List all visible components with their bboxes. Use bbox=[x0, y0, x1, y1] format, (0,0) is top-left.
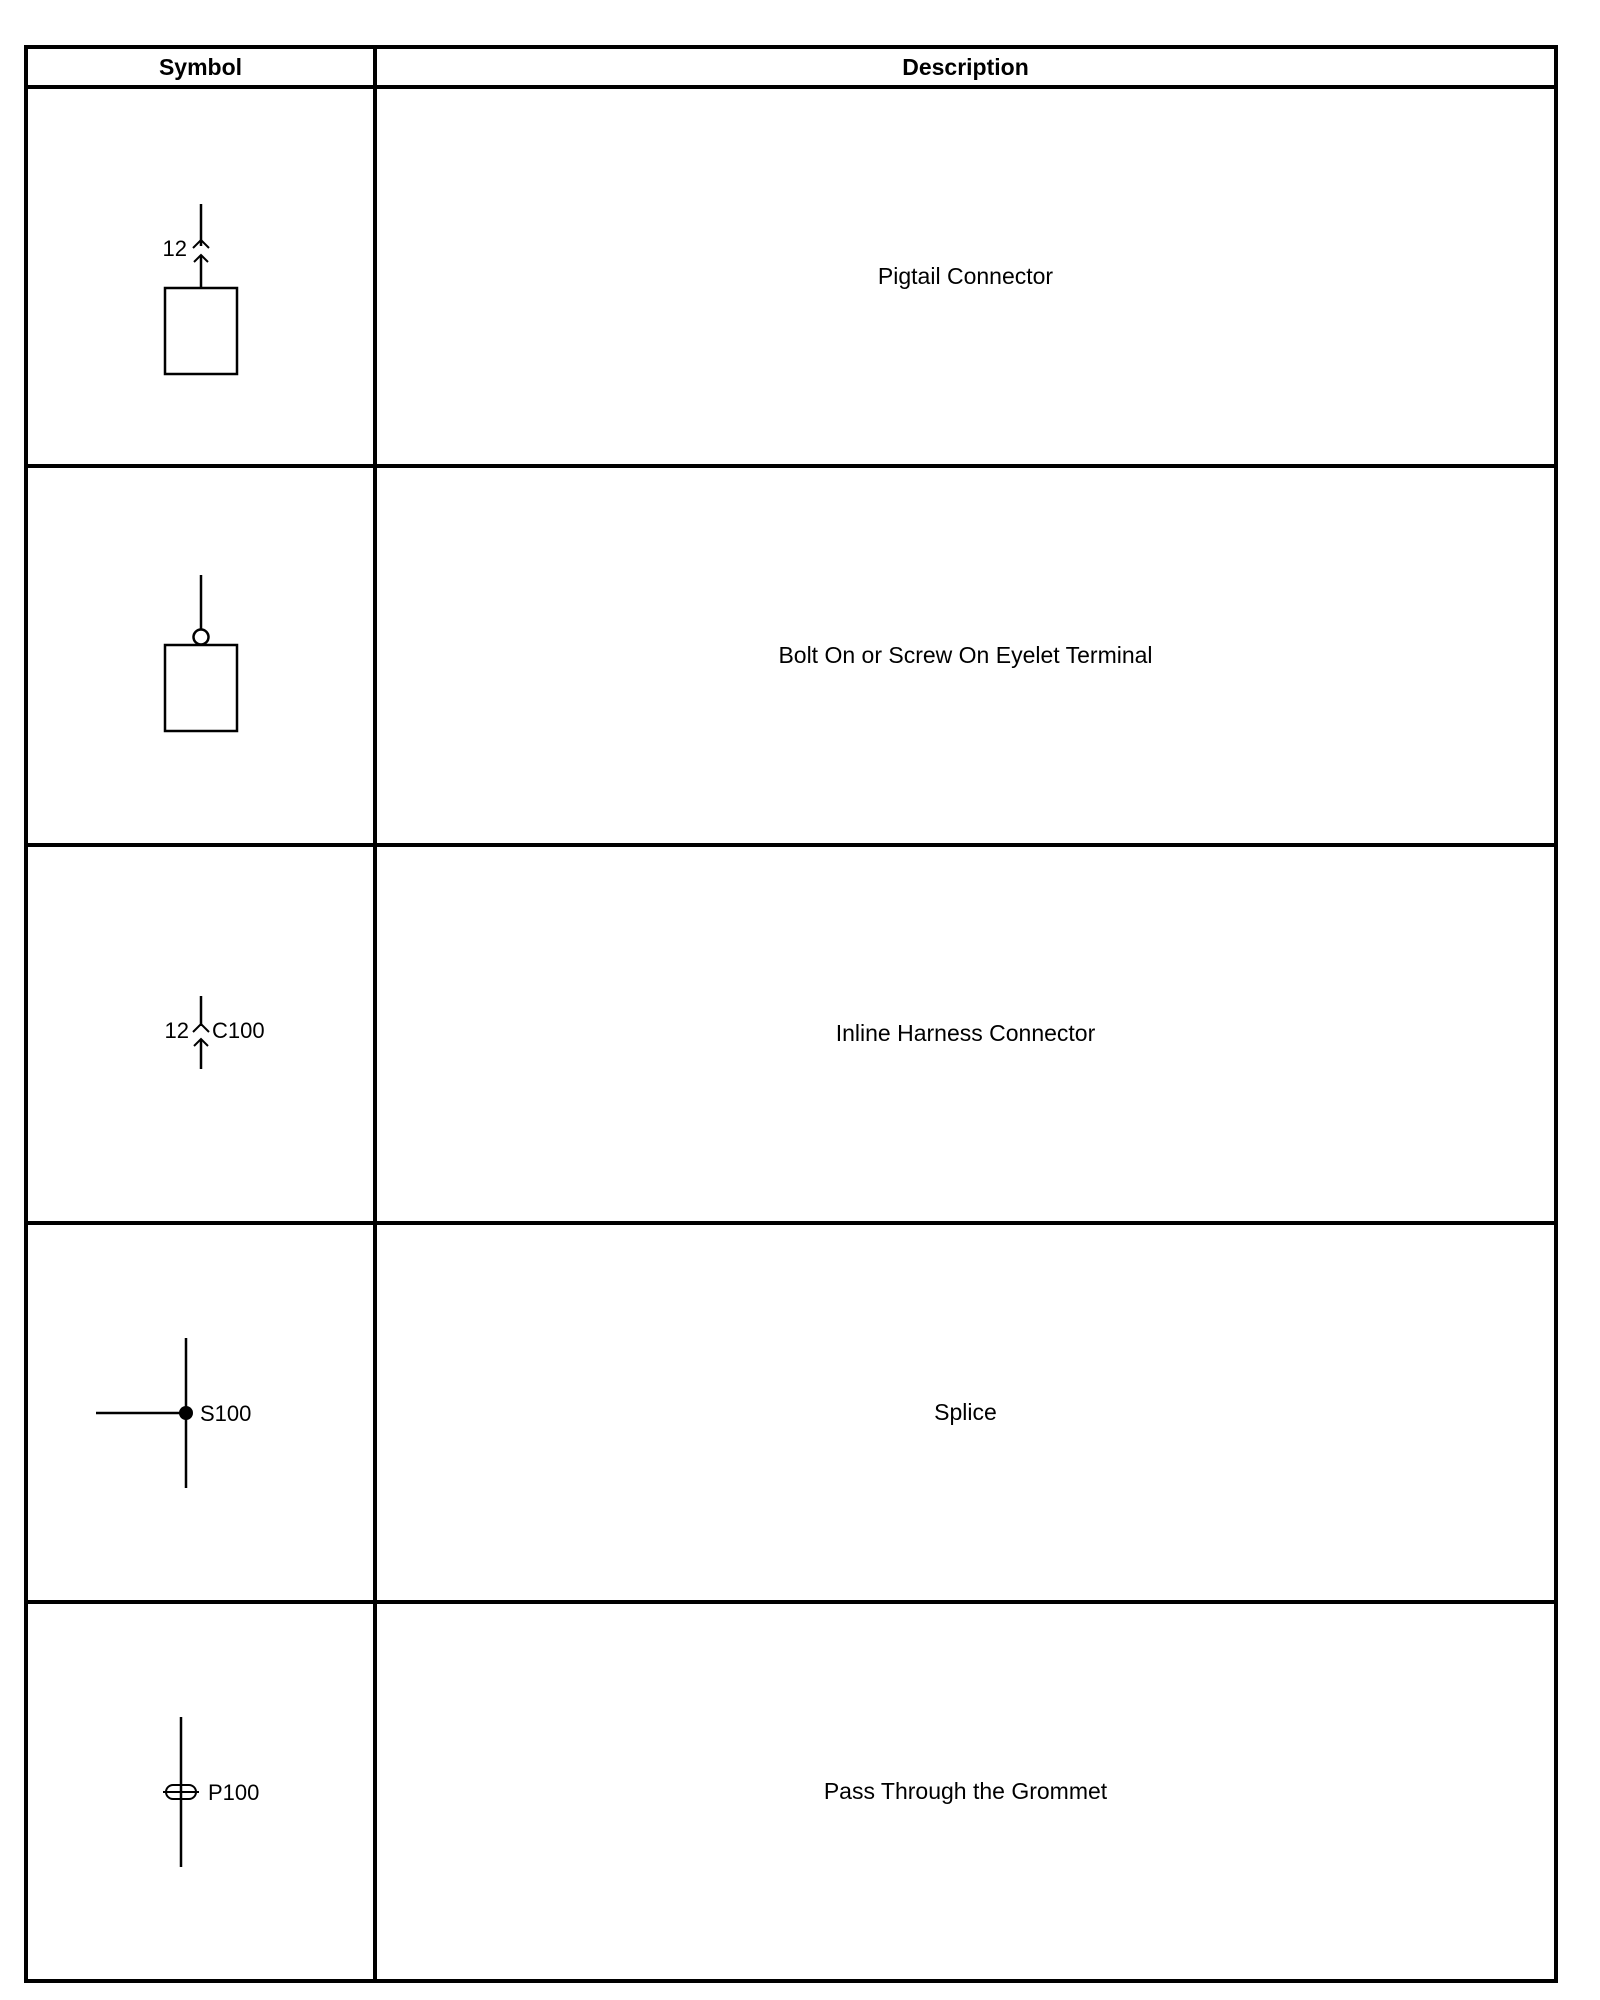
splice-label: S100 bbox=[199, 1400, 251, 1426]
eyelet-terminal-icon bbox=[131, 555, 271, 755]
symbol-cell bbox=[26, 87, 375, 466]
symbol-cell bbox=[26, 1223, 375, 1602]
description-cell: Bolt On or Screw On Eyelet Terminal bbox=[375, 466, 1556, 845]
symbol-legend-table bbox=[24, 45, 1558, 1983]
cavity-label: 12 bbox=[164, 1017, 189, 1043]
symbol-column-header: Symbol bbox=[26, 47, 375, 87]
table-row bbox=[26, 466, 1556, 845]
table-header-row bbox=[26, 47, 1556, 87]
cavity-label: 12 bbox=[162, 236, 187, 262]
description-cell: Pass Through the Grommet bbox=[375, 1602, 1556, 1981]
description-column-header: Description bbox=[375, 47, 1556, 87]
inline-harness-connector-icon bbox=[101, 974, 301, 1094]
grommet-pass-through-icon bbox=[91, 1712, 311, 1872]
table-row bbox=[26, 1602, 1556, 1981]
grommet-label: P100 bbox=[207, 1779, 259, 1805]
pigtail-connector-icon bbox=[131, 176, 271, 376]
description-cell: Splice bbox=[375, 1223, 1556, 1602]
symbol-cell bbox=[26, 845, 375, 1224]
splice-icon bbox=[91, 1333, 311, 1493]
symbol-cell bbox=[26, 466, 375, 845]
table-row bbox=[26, 1223, 1556, 1602]
description-cell: Inline Harness Connector bbox=[375, 845, 1556, 1224]
symbol-cell bbox=[26, 1602, 375, 1981]
table-row bbox=[26, 845, 1556, 1224]
description-cell: Pigtail Connector bbox=[375, 87, 1556, 466]
connector-label: C100 bbox=[211, 1017, 265, 1043]
table-row bbox=[26, 87, 1556, 466]
